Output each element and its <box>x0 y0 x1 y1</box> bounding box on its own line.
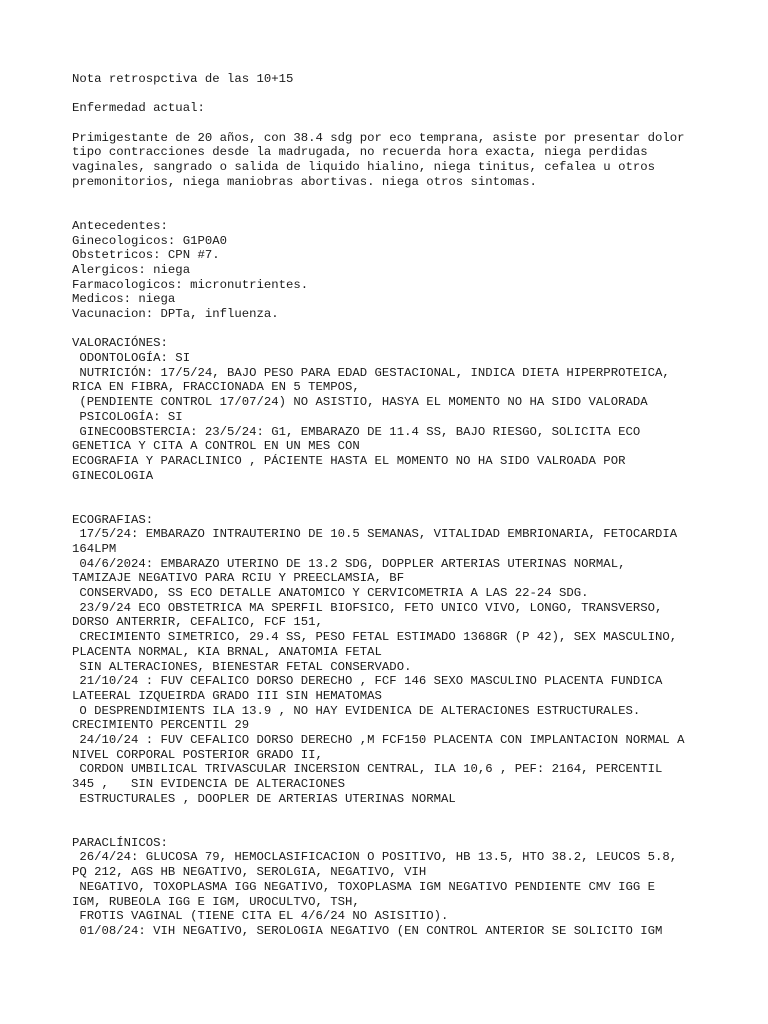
text-line: 164LPM <box>72 542 117 556</box>
text-line: CORDON UMBILICAL TRIVASCULAR INCERSION CENTRAL, ILA 10,6 , PEF: 2164, PERCENTIL <box>72 762 663 777</box>
blank-line <box>72 190 762 205</box>
text-line: Ginecologicos: G1P0A0 <box>72 233 227 248</box>
text-line: Primigestante de 20 años, con 38.4 sdg por eco temprana, asiste por presentar dolor <box>72 130 685 145</box>
text-line: 01/08/24: VIH NEGATIVO, SEROLOGIA NEGATIVO (EN CONTROL ANTERIOR SE SOLICITO IGM <box>72 923 663 938</box>
text-line: GINECOLOGIA <box>72 468 154 483</box>
text-line: 24/10/24 : FUV CEFALICO DORSO DERECHO ,M FCF150 PLACENTA CON IMPLANTACION NORMAL A <box>72 732 685 747</box>
text-line: 23/9/24 ECO OBSTETRICA MA SPERFIL BIOFSICO, FETO UNICO VIVO, LONGO, TRANSVERSO, <box>72 600 663 615</box>
text-line: NIVEL CORPORAL POSTERIOR GRADO II, <box>72 747 323 762</box>
text-line: NEGATIVO, TOXOPLASMA IGG NEGATIVO, TOXOPLASMA IGM NEGATIVO PENDIENTE CMV IGG E <box>72 879 655 894</box>
text-line: Enfermedad actual: <box>72 101 205 116</box>
text-line: Farmacologicos: micronutrientes. <box>72 277 309 292</box>
text-line: Antecedentes: <box>72 218 168 233</box>
blank-line <box>72 87 762 102</box>
document-page <box>72 72 762 939</box>
text-line: CRECIMIENTO SIMETRICO, 29.4 SS, PESO FETAL ESTIMADO 1368GR (P 42), SEX MASCULINO, <box>72 630 678 645</box>
blank-line <box>72 498 762 513</box>
text-line: PSICOLOGÍA: SI <box>72 409 183 424</box>
text-line: Nota retrospctiva de las 10+15 <box>72 72 294 86</box>
text-line: Alergicos: niega <box>72 262 191 277</box>
text-line: Vacunacion: DPTa, influenza. <box>72 307 279 321</box>
text-line: PLACENTA NORMAL, KIA BRNAL, ANATOMIA FETAL <box>72 644 382 659</box>
text-line: O DESPRENDIMIENTS ILA 13.9 , NO HAY EVIDENICA DE ALTERACIONES ESTRUCTURALES. <box>72 703 641 718</box>
text-line: Obstetricos: CPN #7. <box>72 248 220 263</box>
text-line: LATEERAL IZQUEIRDA GRADO III SIN HEMATOMAS <box>72 688 382 703</box>
text-line: NUTRICIÓN: 17/5/24, BAJO PESO PARA EDAD GESTACIONAL, INDICA DIETA HIPERPROTEICA, <box>72 365 670 380</box>
blank-line <box>72 204 762 219</box>
text-line: PARACLÍNICOS: <box>72 835 168 850</box>
text-line: TAMIZAJE NEGATIVO PARA RCIU Y PREECLAMSIA, BF <box>72 571 405 586</box>
text-line: 26/4/24: GLUCOSA 79, HEMOCLASIFICACION O POSITIVO, HB 13.5, HTO 38.2, LEUCOS 5.8, <box>72 850 678 865</box>
blank-line <box>72 806 762 821</box>
text-line: 21/10/24 : FUV CEFALICO DORSO DERECHO , FCF 146 SEXO MASCULINO PLACENTA FUNDICA <box>72 674 663 689</box>
blank-line <box>72 821 762 836</box>
text-line: ESTRUCTURALES , DOOPLER DE ARTERIAS UTERINAS NORMAL <box>72 791 456 806</box>
text-line: 345 , SIN EVIDENCIA DE ALTERACIONES <box>72 777 346 791</box>
text-line: premonitorios, niega maniobras abortivas. niega otros sintomas. <box>72 174 537 189</box>
text-line: VALORACIÓNES: <box>72 336 168 351</box>
text-line: ECOGRAFIA Y PARACLINICO , PÁCIENTE HASTA EL MOMENTO NO HA SIDO VALROADA POR <box>72 453 626 468</box>
text-line: PQ 212, AGS HB NEGATIVO, SEROLGIA, NEGATIVO, VIH <box>72 865 427 880</box>
blank-line <box>72 322 762 337</box>
text-line: IGM, RUBEOLA IGG E IGM, UROCULTVO, TSH, <box>72 894 360 909</box>
text-line: CRECIMIENTO PERCENTIL 29 <box>72 718 250 733</box>
text-line: CONSERVADO, SS ECO DETALLE ANATOMICO Y CERVICOMETRIA A LAS 22-24 SDG. <box>72 586 589 601</box>
text-line: Medicos: niega <box>72 292 176 307</box>
text-line: GENETICA Y CITA A CONTROL EN UN MES CON <box>72 439 360 454</box>
blank-line <box>72 116 762 131</box>
text-line: (PENDIENTE CONTROL 17/07/24) NO ASISTIO, HASYA EL MOMENTO NO HA SIDO VALORADA <box>72 395 648 410</box>
text-line: vaginales, sangrado o salida de liquido hialino, niega tinitus, cefalea u otros <box>72 160 655 175</box>
blank-line <box>72 483 762 498</box>
text-line: ODONTOLOGÍA: SI <box>72 351 191 366</box>
text-line: GINECOOBSTERCIA: 23/5/24: G1, EMBARAZO DE 11.4 SS, BAJO RIESGO, SOLICITA ECO <box>72 424 641 439</box>
text-line: RICA EN FIBRA, FRACCIONADA EN 5 TEMPOS, <box>72 380 360 395</box>
text-line: SIN ALTERACIONES, BIENESTAR FETAL CONSERVADO. <box>72 659 412 674</box>
text-line: FROTIS VAGINAL (TIENE CITA EL 4/6/24 NO ASISITIO). <box>72 909 449 924</box>
text-line: 04/6/2024: EMBARAZO UTERINO DE 13.2 SDG, DOPPLER ARTERIAS UTERINAS NORMAL, <box>72 556 626 571</box>
text-line: ECOGRAFIAS: <box>72 512 154 527</box>
text-line: DORSO ANTERRIR, CEFALICO, FCF 151, <box>72 615 323 630</box>
text-line: tipo contracciones desde la madrugada, no recuerda hora exacta, niega perdidas <box>72 145 648 160</box>
text-line: 17/5/24: EMBARAZO INTRAUTERINO DE 10.5 SEMANAS, VITALIDAD EMBRIONARIA, FETOCARDIA <box>72 527 678 542</box>
